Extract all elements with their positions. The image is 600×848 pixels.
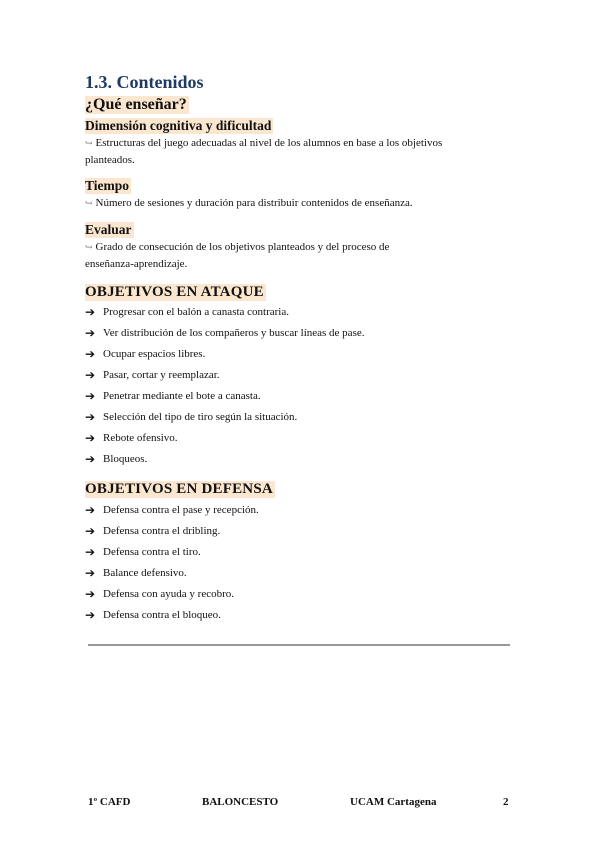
arrow-bullet-icon: ➔	[85, 347, 96, 361]
list-item-text: Rebote ofensivo.	[103, 432, 178, 444]
list-item	[85, 428, 364, 449]
text-line: enseñanza-aprendizaje.	[85, 258, 188, 270]
footer-subject: BALONCESTO	[202, 796, 279, 808]
list-item-text: Ocupar espacios libres.	[103, 348, 206, 360]
footer-institution: UCAM Cartagena	[350, 796, 437, 808]
return-arrow-icon: ↪	[85, 242, 93, 252]
list-item-text: Defensa con ayuda y recobro.	[103, 588, 235, 600]
list-item	[85, 521, 259, 542]
list-item-text: Penetrar mediante el bote a canasta.	[103, 390, 261, 402]
attack-objectives-list	[85, 302, 364, 470]
arrow-bullet-icon: ➔	[85, 326, 96, 340]
section-title: 1.3. Contenidos	[85, 72, 204, 92]
time-heading: Tiempo	[85, 178, 130, 193]
text-line: Grado de consecución de los objetivos planteados y del proceso de	[95, 241, 390, 253]
text-line: Estructuras del juego adecuadas al nivel de los alumnos en base a los objetivos	[95, 137, 443, 149]
horizontal-divider	[88, 644, 510, 646]
arrow-bullet-icon: ➔	[85, 410, 96, 424]
defense-objectives-heading: OBJETIVOS EN DEFENSA	[85, 481, 273, 497]
list-item-text: Defensa contra el tiro.	[103, 546, 201, 558]
list-item	[85, 344, 364, 365]
list-item	[85, 323, 364, 344]
arrow-bullet-icon: ➔	[85, 389, 96, 403]
list-item-text: Defensa contra el dribling.	[103, 525, 221, 537]
footer-page-number: 2	[503, 796, 509, 808]
list-item-text: Defensa contra el bloqueo.	[103, 609, 221, 621]
cognitive-dimension-heading: Dimensión cognitiva y dificultad	[85, 118, 272, 133]
list-item-text: Pasar, cortar y reemplazar.	[103, 369, 220, 381]
arrow-bullet-icon: ➔	[85, 431, 96, 445]
footer-course: 1º CAFD	[88, 796, 131, 808]
list-item	[85, 407, 364, 428]
list-item	[85, 605, 259, 626]
arrow-bullet-icon: ➔	[85, 305, 96, 319]
section-subtitle: ¿Qué enseñar?	[85, 96, 187, 113]
list-item	[85, 500, 259, 521]
arrow-bullet-icon: ➔	[85, 545, 96, 559]
list-item	[85, 542, 259, 563]
arrow-bullet-icon: ➔	[85, 587, 96, 601]
list-item	[85, 563, 259, 584]
defense-objectives-list	[85, 500, 259, 626]
list-item-text: Balance defensivo.	[103, 567, 187, 579]
evaluate-text	[85, 239, 505, 273]
list-item-text: Bloqueos.	[103, 453, 148, 465]
arrow-bullet-icon: ➔	[85, 524, 96, 538]
text-line: Número de sesiones y duración para distribuir contenidos de enseñanza.	[95, 197, 413, 209]
list-item-text: Ver distribución de los compañeros y buscar líneas de pase.	[103, 327, 365, 339]
list-item	[85, 365, 364, 386]
list-item	[85, 302, 364, 323]
cognitive-dimension-text	[85, 135, 505, 169]
arrow-bullet-icon: ➔	[85, 452, 96, 466]
list-item-text: Progresar con el balón a canasta contraria.	[103, 306, 289, 318]
list-item	[85, 449, 364, 470]
list-item	[85, 584, 259, 605]
arrow-bullet-icon: ➔	[85, 503, 96, 517]
evaluate-heading: Evaluar	[85, 222, 132, 237]
arrow-bullet-icon: ➔	[85, 566, 96, 580]
list-item-text: Selección del tipo de tiro según la situación.	[103, 411, 298, 423]
return-arrow-icon: ↪	[85, 138, 93, 148]
arrow-bullet-icon: ➔	[85, 368, 96, 382]
time-text	[85, 195, 505, 212]
return-arrow-icon: ↪	[85, 198, 93, 208]
list-item	[85, 386, 364, 407]
attack-objectives-heading: OBJETIVOS EN ATAQUE	[85, 284, 264, 300]
list-item-text: Defensa contra el pase y recepción.	[103, 504, 259, 516]
arrow-bullet-icon: ➔	[85, 608, 96, 622]
text-line: planteados.	[85, 154, 135, 166]
